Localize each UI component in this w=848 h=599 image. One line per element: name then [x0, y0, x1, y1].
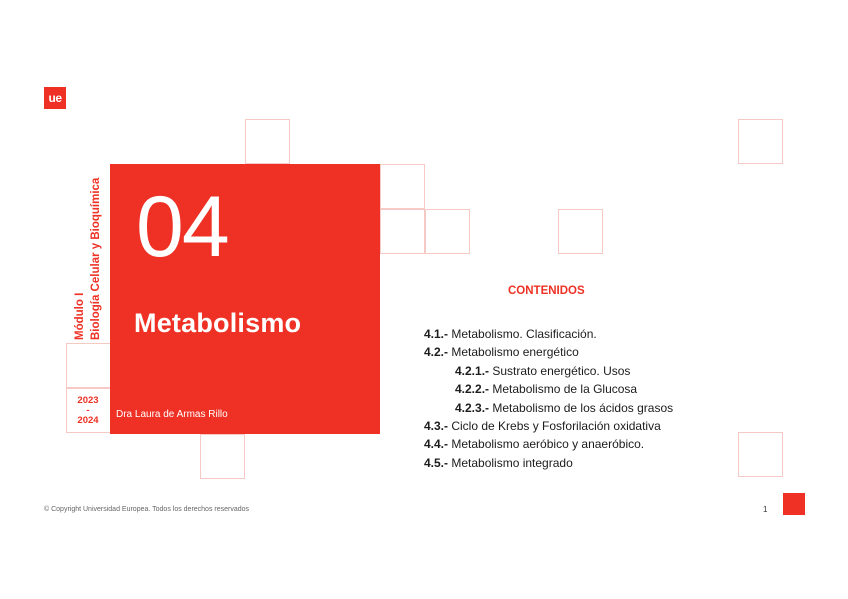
deco-square — [425, 209, 470, 254]
toc-item: 4.4.- Metabolismo aeróbico y anaeróbico. — [424, 437, 645, 452]
toc-subitem: 4.2.2.- Metabolismo de la Glucosa — [455, 382, 638, 397]
page-marker — [783, 493, 805, 515]
copyright-notice: © Copyright Universidad Europea. Todos los derechos reservados — [44, 506, 250, 513]
toc-subitem: 4.2.3.- Metabolismo de los ácidos grasos — [455, 400, 674, 415]
page-number: 1 — [763, 505, 768, 514]
deco-square — [200, 434, 245, 479]
deco-square — [380, 164, 425, 209]
deco-square — [66, 343, 111, 388]
deco-square — [738, 432, 783, 477]
deco-square — [245, 119, 290, 164]
contents-list — [424, 325, 673, 472]
year-start: 2023 — [77, 395, 99, 406]
year-end: 2024 — [77, 415, 99, 426]
module-title: Metabolismo — [134, 308, 302, 338]
contents-heading: CONTENIDOS — [508, 285, 585, 297]
ue-logo: ue — [44, 87, 66, 109]
course-label: Biología Celular y Bioquímica — [90, 177, 102, 340]
toc-item: 4.1.- Metabolismo. Clasificación. — [424, 327, 597, 341]
module-label: Módulo I — [74, 292, 86, 340]
module-number: 04 — [136, 179, 228, 275]
deco-square — [380, 209, 425, 254]
toc-item: 4.3.- Ciclo de Krebs y Fosforilación oxidativa — [424, 418, 661, 433]
toc-item: 4.5.- Metabolismo integrado — [424, 455, 573, 470]
side-label — [66, 154, 110, 344]
toc-item: 4.2.- Metabolismo energético — [424, 345, 579, 360]
deco-square — [558, 209, 603, 254]
year-separator: - — [86, 405, 90, 416]
toc-subitem: 4.2.1.- Sustrato energético. Usos — [455, 363, 631, 378]
deco-square — [738, 119, 783, 164]
author-name: Dra Laura de Armas Rillo — [116, 409, 228, 420]
